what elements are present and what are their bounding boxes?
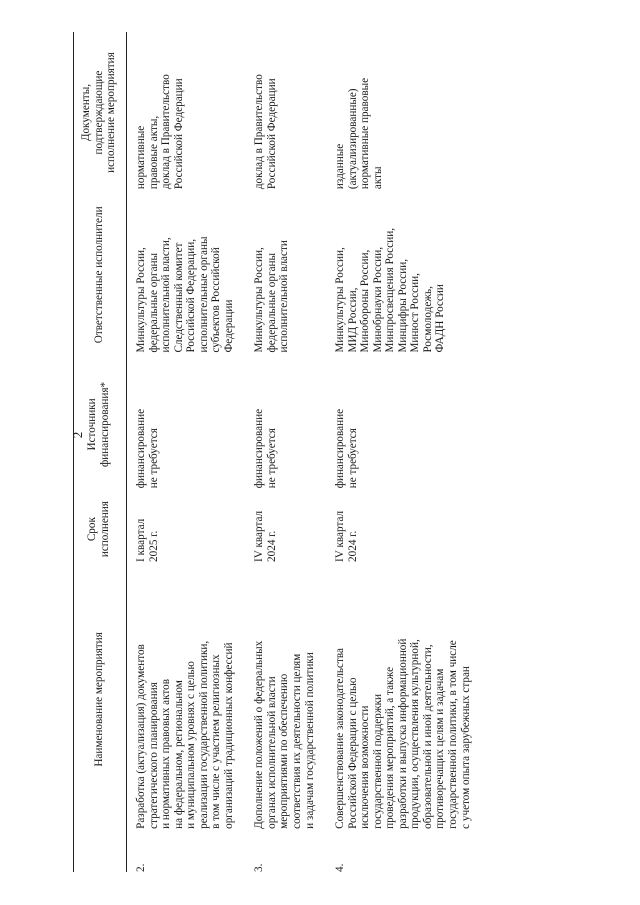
cell-financing: финансирование не требуется xyxy=(135,408,160,489)
cell-documents: доклад в Правительство Российской Федерации xyxy=(253,74,278,190)
header-term: Срок исполнения xyxy=(74,492,127,566)
cell-financing: финансирование не требуется xyxy=(334,408,359,489)
cell-name: Разработка (актуализация) документов стратегического планирования и нормативных правовых актов на федеральном, региональном и муниципальном уровнях с целью реализации государственной политики, в том числе с участием религиозных организаций традиционных конфессий xyxy=(135,640,235,829)
header-financing: Источники финансирования* xyxy=(74,357,127,493)
header-name: Наименование мероприятия xyxy=(74,566,127,833)
cell-executors: Минкультуры России, МИД России, Минобороны России, Минобрнауки России, Минпросвещения России, Минцифры России, Минюст России, Росмолодежь, ФАДН России xyxy=(334,227,447,353)
row-number: 2. xyxy=(135,863,147,872)
header-num xyxy=(74,833,127,872)
row-number: 3. xyxy=(253,863,266,872)
row-number: 4. xyxy=(334,863,347,872)
cell-name: Совершенствование законодательства Российской Федерации с целью исключения возможности государственной поддержки проведения мероприятий, а также разработки и выпуска информационной продукции, осуществления культурной, образовательной и иной деятельности, противоречащих целям и задачам государственной политики, в том числе с учетом опыта зарубежных стран xyxy=(334,638,472,829)
header-documents: Документы, подтверждающие исполнение мероприятия xyxy=(74,32,127,193)
document-sheet xyxy=(73,32,621,872)
cell-term: IV квартал 2024 г. xyxy=(334,510,359,562)
table-row xyxy=(326,32,482,872)
table-header-row xyxy=(74,32,127,872)
cell-documents: нормативные правовые акты, доклад в Правительство Российской Федерации xyxy=(135,74,185,190)
cell-executors: Минкультуры России, федеральные органы исполнительной власти, Следственный комитет Российской Федерации, исполнительные органы субъектов Российской Федерации xyxy=(135,236,235,353)
page-number: 2 xyxy=(70,431,85,439)
header-executors: Ответственные исполнители xyxy=(74,193,127,356)
cell-executors: Минкультуры России, федеральные органы исполнительной власти xyxy=(253,240,291,353)
cell-financing: финансирование не требуется xyxy=(253,408,278,489)
table-row xyxy=(245,32,326,872)
events-table xyxy=(73,32,482,872)
table-row xyxy=(127,32,246,872)
cell-term: IV квартал 2024 г. xyxy=(253,510,278,562)
cell-documents: изданные (актуализированные) нормативные правовые акты xyxy=(334,77,384,190)
cell-name: Дополнение положений о федеральных органах исполнительной власти мероприятиями по обеспечению соответствия их деятельности целям и задачам государственной политики xyxy=(253,640,316,829)
cell-term: I квартал 2025 г. xyxy=(135,518,160,562)
